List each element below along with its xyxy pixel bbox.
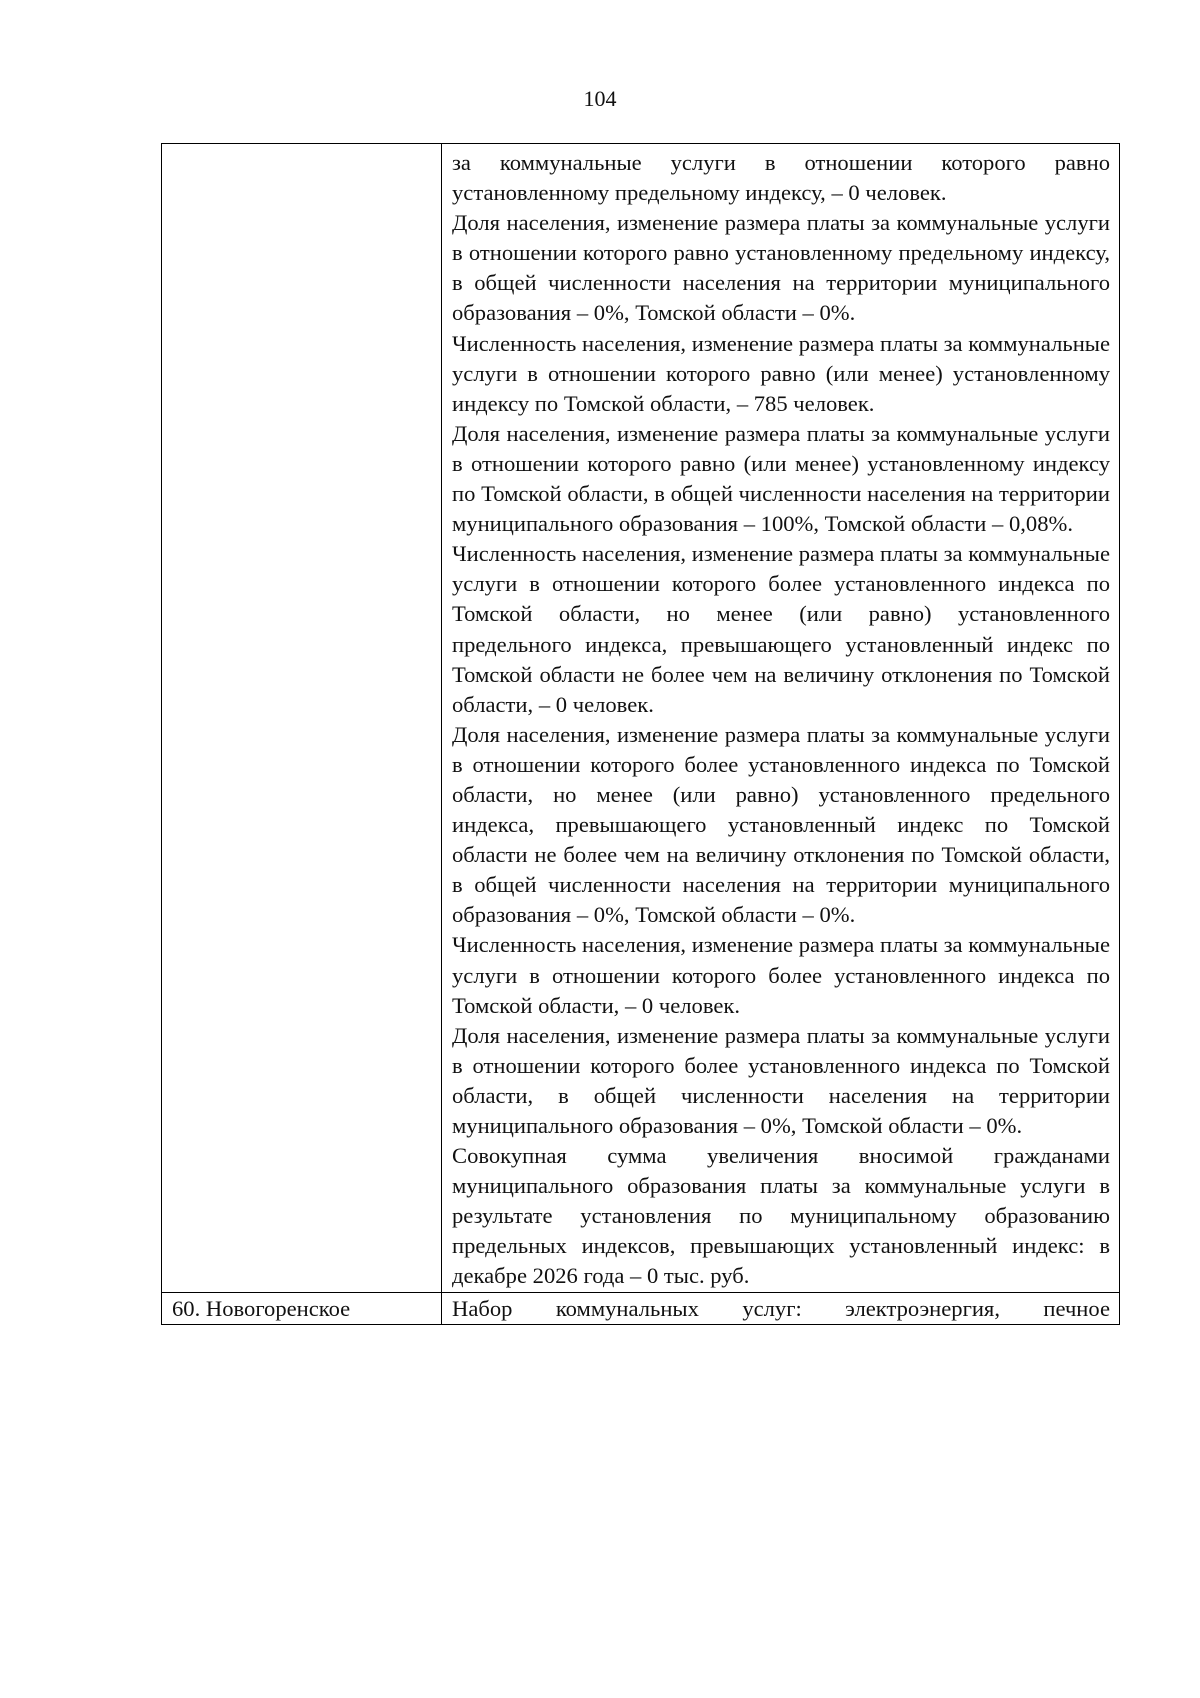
indicators-cell bbox=[442, 1292, 1120, 1324]
paragraph: Доля населения, изменение размера платы за коммунальные услуги в отношении которого более установленного индекса по Томской области, в общей численности населения на территории муниципального образования – 0%, Томской области – 0%. bbox=[452, 1022, 1110, 1138]
table-row bbox=[162, 144, 1120, 1293]
paragraph: Доля населения, изменение размера платы за коммунальные услуги в отношении которого равно (или менее) установленному индексу по Томской области, в общей численности населения на территории муниципального образования – 100%, Томской области – 0,08%. bbox=[452, 420, 1110, 537]
paragraph: Доля населения, изменение размера платы за коммунальные услуги в отношении которого более установленного индекса по Томской области, но менее (или равно) установленного предельного индекса, превышающего установленный индекс по Томской области не более чем на величину отклонения по Томской области, в общей численности населения на территории муниципального образования – 0%, Томской области – 0%. bbox=[452, 721, 1110, 928]
municipality-table bbox=[161, 143, 1120, 1325]
table-row bbox=[162, 1292, 1120, 1324]
page-number: 104 bbox=[583, 86, 617, 111]
municipality-name: 60. Новогоренское bbox=[172, 1295, 351, 1321]
municipality-name-cell bbox=[162, 1292, 442, 1324]
paragraph: Численность населения, изменение размера платы за коммунальные услуги в отношении которого более установленного индекса по Томской области, – 0 человек. bbox=[452, 932, 1110, 1018]
paragraph: за коммунальные услуги в отношении которого равно установленному предельному индексу, – 0 человек. bbox=[452, 150, 1110, 206]
municipality-name-cell bbox=[162, 144, 442, 1293]
paragraph: Доля населения, изменение размера платы за коммунальные услуги в отношении которого равно установленному предельному индексу, в общей численности населения на территории муниципального образования – 0%, Томской области – 0%. bbox=[452, 210, 1110, 326]
paragraph: Совокупная сумма увеличения вносимой гражданами муниципального образования платы за коммунальные услуги в результате установления по муниципальному образованию предельных индексов, превышающих установленный индекс: в декабре 2026 года – 0 тыс. руб. bbox=[452, 1143, 1110, 1289]
paragraph: Численность населения, изменение размера платы за коммунальные услуги в отношении которого равно (или менее) установленному индексу по Томской области, – 785 человек. bbox=[452, 330, 1110, 416]
paragraph: Набор коммунальных услуг: электроэнергия, печное bbox=[452, 1295, 1110, 1321]
indicators-cell bbox=[442, 144, 1120, 1293]
paragraph: Численность населения, изменение размера платы за коммунальные услуги в отношении которого более установленного индекса по Томской области, но менее (или равно) установленного предельного индекса, превышающего установленный индекс по Томской области не более чем на величину отклонения по Томской области, – 0 человек. bbox=[452, 541, 1110, 717]
